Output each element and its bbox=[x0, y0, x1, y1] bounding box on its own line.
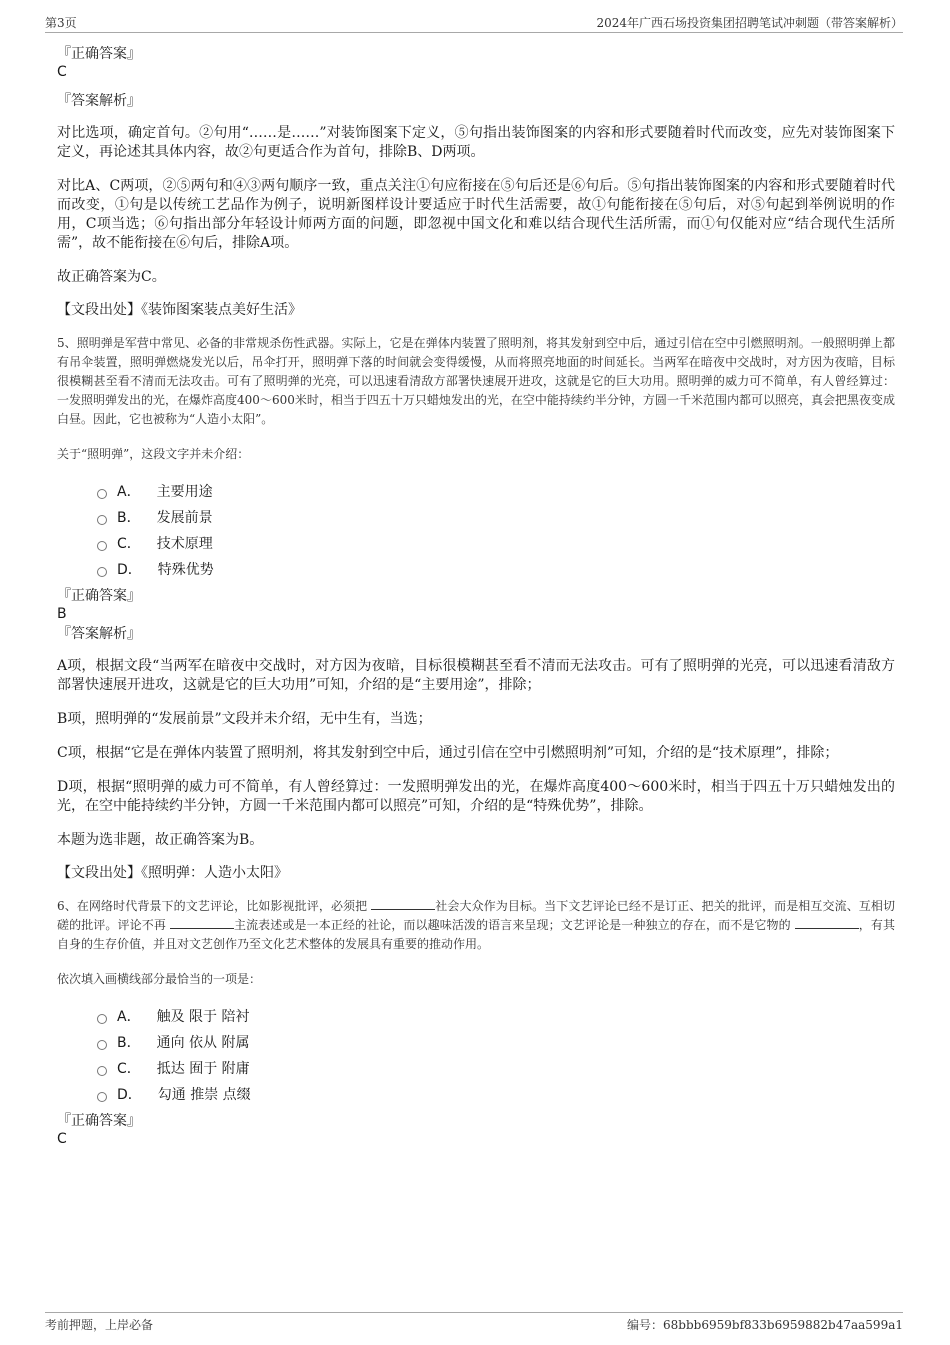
option-c[interactable] bbox=[97, 531, 895, 557]
page-header bbox=[45, 14, 903, 33]
question-text-part: 主流表述或是一本正经的社论，而以趣味活泼的语言来呈现；文艺评论是一种独立的存在，而不是它物的 bbox=[233, 918, 795, 932]
document-code: 编号：68bbb6959bf833b6959882b47aa599a1 bbox=[627, 1318, 903, 1332]
correct-answer-value: C bbox=[57, 1131, 67, 1147]
analysis-label: 『答案解析』 bbox=[57, 93, 141, 109]
option-letter: D． bbox=[117, 562, 142, 578]
option-text: 抵达 囿于 附庸 bbox=[156, 1061, 250, 1077]
radio-icon[interactable] bbox=[97, 567, 107, 577]
source-title: 《装饰图案装点美好生活》 bbox=[141, 302, 302, 318]
fill-blank bbox=[371, 897, 435, 910]
question-5 bbox=[57, 334, 895, 882]
correct-answer-value: C bbox=[57, 64, 67, 80]
option-letter: C． bbox=[117, 1061, 141, 1077]
analysis-paragraph: C项，根据“它是在弹体内装置了照明剂，将其发射到空中后，通过引信在空中引燃照明剂”可知，介绍的是“技术原理”，排除； bbox=[57, 745, 839, 761]
document-title: 2024年广西石场投资集团招聘笔试冲刺题（带答案解析） bbox=[596, 16, 903, 30]
source-label: 【文段出处】 bbox=[57, 302, 141, 318]
footer-slogan: 考前押题，上岸必备 bbox=[45, 1318, 154, 1332]
option-d[interactable] bbox=[97, 557, 895, 583]
radio-icon[interactable] bbox=[97, 1092, 107, 1102]
source-line bbox=[57, 301, 895, 319]
option-letter: D． bbox=[117, 1087, 142, 1103]
option-text: 技术原理 bbox=[156, 536, 213, 552]
page-number: 第3页 bbox=[45, 16, 77, 30]
option-text: 特殊优势 bbox=[157, 562, 214, 578]
option-text: 触及 限于 陪衬 bbox=[156, 1009, 250, 1025]
option-list bbox=[97, 1004, 895, 1108]
option-d[interactable] bbox=[97, 1082, 895, 1108]
analysis-paragraph: 对比A、C两项，②⑤两句和④③两句顺序一致，重点关注①句应衔接在⑤句后还是⑥句后。⑤句指出装饰图案的内容和形式要随着时代而改变，①句是以传统工艺品作为例子，说明新图样设计要适应于时代生活需要，故①句能衔接在⑤句后，对⑤句起到举例说明的作用，C项当选；⑥句指出部分年轻设计师两方面的问题，即忽视中国文化和难以结合现代生活所需，而①句仅能对应“结合现代生活所需”，故不能衔接在⑥句后，排除A项。 bbox=[57, 178, 895, 251]
option-a[interactable] bbox=[97, 479, 895, 505]
question-text-part: 6、在网络时代背景下的文艺评论，比如影视批评，必须把 bbox=[57, 899, 372, 913]
option-letter: A． bbox=[117, 1009, 141, 1025]
option-letter: C． bbox=[117, 536, 141, 552]
correct-answer-value: B bbox=[57, 606, 67, 622]
option-b[interactable] bbox=[97, 505, 895, 531]
option-letter: B． bbox=[117, 1035, 141, 1051]
fill-blank bbox=[170, 916, 234, 929]
question-prompt: 依次填入画横线部分最恰当的一项是： bbox=[57, 972, 262, 986]
analysis-paragraph: A项，根据文段“当两军在暗夜中交战时，对方因为夜暗，目标很模糊甚至看不清而无法攻击。可有了照明弹的光亮，可以迅速看清敌方部署快速展开进攻，这就是它的巨大功用”可知，介绍的是“主要用途”，排除； bbox=[57, 658, 895, 693]
option-a[interactable] bbox=[97, 1004, 895, 1030]
option-list bbox=[97, 479, 895, 583]
radio-icon[interactable] bbox=[97, 1066, 107, 1076]
option-c[interactable] bbox=[97, 1056, 895, 1082]
question-text-part: ，有其自身的生存价值，并且对文艺创作乃至文化艺术整体的发展具有重要的推动作用。 bbox=[57, 918, 895, 951]
question-text bbox=[57, 897, 895, 954]
page-content bbox=[57, 45, 895, 1148]
option-letter: B． bbox=[117, 510, 141, 526]
page-footer bbox=[45, 1312, 903, 1333]
source-title: 《照明弹：人造小太阳》 bbox=[141, 865, 288, 881]
question-6 bbox=[57, 897, 895, 1148]
analysis-paragraph: 故正确答案为C。 bbox=[57, 269, 166, 285]
source-line bbox=[57, 864, 895, 882]
analysis-paragraph: 本题为选非题，故正确答案为B。 bbox=[57, 832, 264, 848]
analysis-paragraph: 对比选项，确定首句。②句用“……是……”对装饰图案下定义，⑤句指出装饰图案的内容和形式要随着时代而改变，应先对装饰图案下定义，再论述其具体内容，故②句更适合作为首句，排除B、D两项。 bbox=[57, 125, 895, 160]
correct-answer-label: 『正确答案』 bbox=[57, 1113, 141, 1129]
radio-icon[interactable] bbox=[97, 489, 107, 499]
radio-icon[interactable] bbox=[97, 541, 107, 551]
question-text: 5、照明弹是军营中常见、必备的非常规杀伤性武器。实际上，它是在弹体内装置了照明剂，将其发射到空中后，通过引信在空中引燃照明剂。一般照明弹上都有吊伞装置，照明弹燃烧发光以后，吊伞打开，照明弹下落的时间就会变得缓慢，从而将照亮地面的时间延长。当两军在暗夜中交战时，对方因为夜暗，目标很模糊甚至看不清而无法攻击。可有了照明弹的光亮，可以迅速看清敌方部署快速展开进攻，这就是它的巨大功用。照明弹的威力可不简单，有人曾经算过：一发照明弹发出的光，在爆炸高度400～600米时，相当于四五十万只蜡烛发出的光，在空中能持续约半分钟，方圆一千米范围内都可以照亮，真会把黑夜变成白昼。因此，它也被称为“人造小太阳”。 bbox=[57, 336, 895, 426]
option-text: 勾通 推崇 点缀 bbox=[157, 1087, 251, 1103]
question-text-part: 社会大众作为目标。当下文艺评论已经不是订正、把关的批评，而是相互交流、互相切磋的批评。评论不再 bbox=[57, 899, 895, 932]
analysis-paragraph: B项，照明弹的“发展前景”文段并未介绍，无中生有，当选； bbox=[57, 711, 432, 727]
question-prompt: 关于“照明弹”，这段文字并未介绍： bbox=[57, 447, 250, 461]
option-b[interactable] bbox=[97, 1030, 895, 1056]
radio-icon[interactable] bbox=[97, 1014, 107, 1024]
analysis-paragraph: D项，根据“照明弹的威力可不简单，有人曾经算过：一发照明弹发出的光，在爆炸高度400～600米时，相当于四五十万只蜡烛发出的光，在空中能持续约半分钟，方圆一千米范围内都可以照亮”可知，介绍的是“特殊优势”，排除。 bbox=[57, 779, 895, 814]
option-letter: A． bbox=[117, 484, 141, 500]
option-text: 主要用途 bbox=[156, 484, 213, 500]
fill-blank bbox=[795, 916, 859, 929]
radio-icon[interactable] bbox=[97, 1040, 107, 1050]
option-text: 发展前景 bbox=[156, 510, 213, 526]
analysis-label: 『答案解析』 bbox=[57, 626, 141, 642]
q4-answer-block bbox=[57, 45, 895, 319]
radio-icon[interactable] bbox=[97, 515, 107, 525]
correct-answer-label: 『正确答案』 bbox=[57, 588, 141, 604]
correct-answer-label: 『正确答案』 bbox=[57, 46, 141, 62]
source-label: 【文段出处】 bbox=[57, 865, 141, 881]
option-text: 通向 依从 附属 bbox=[156, 1035, 250, 1051]
